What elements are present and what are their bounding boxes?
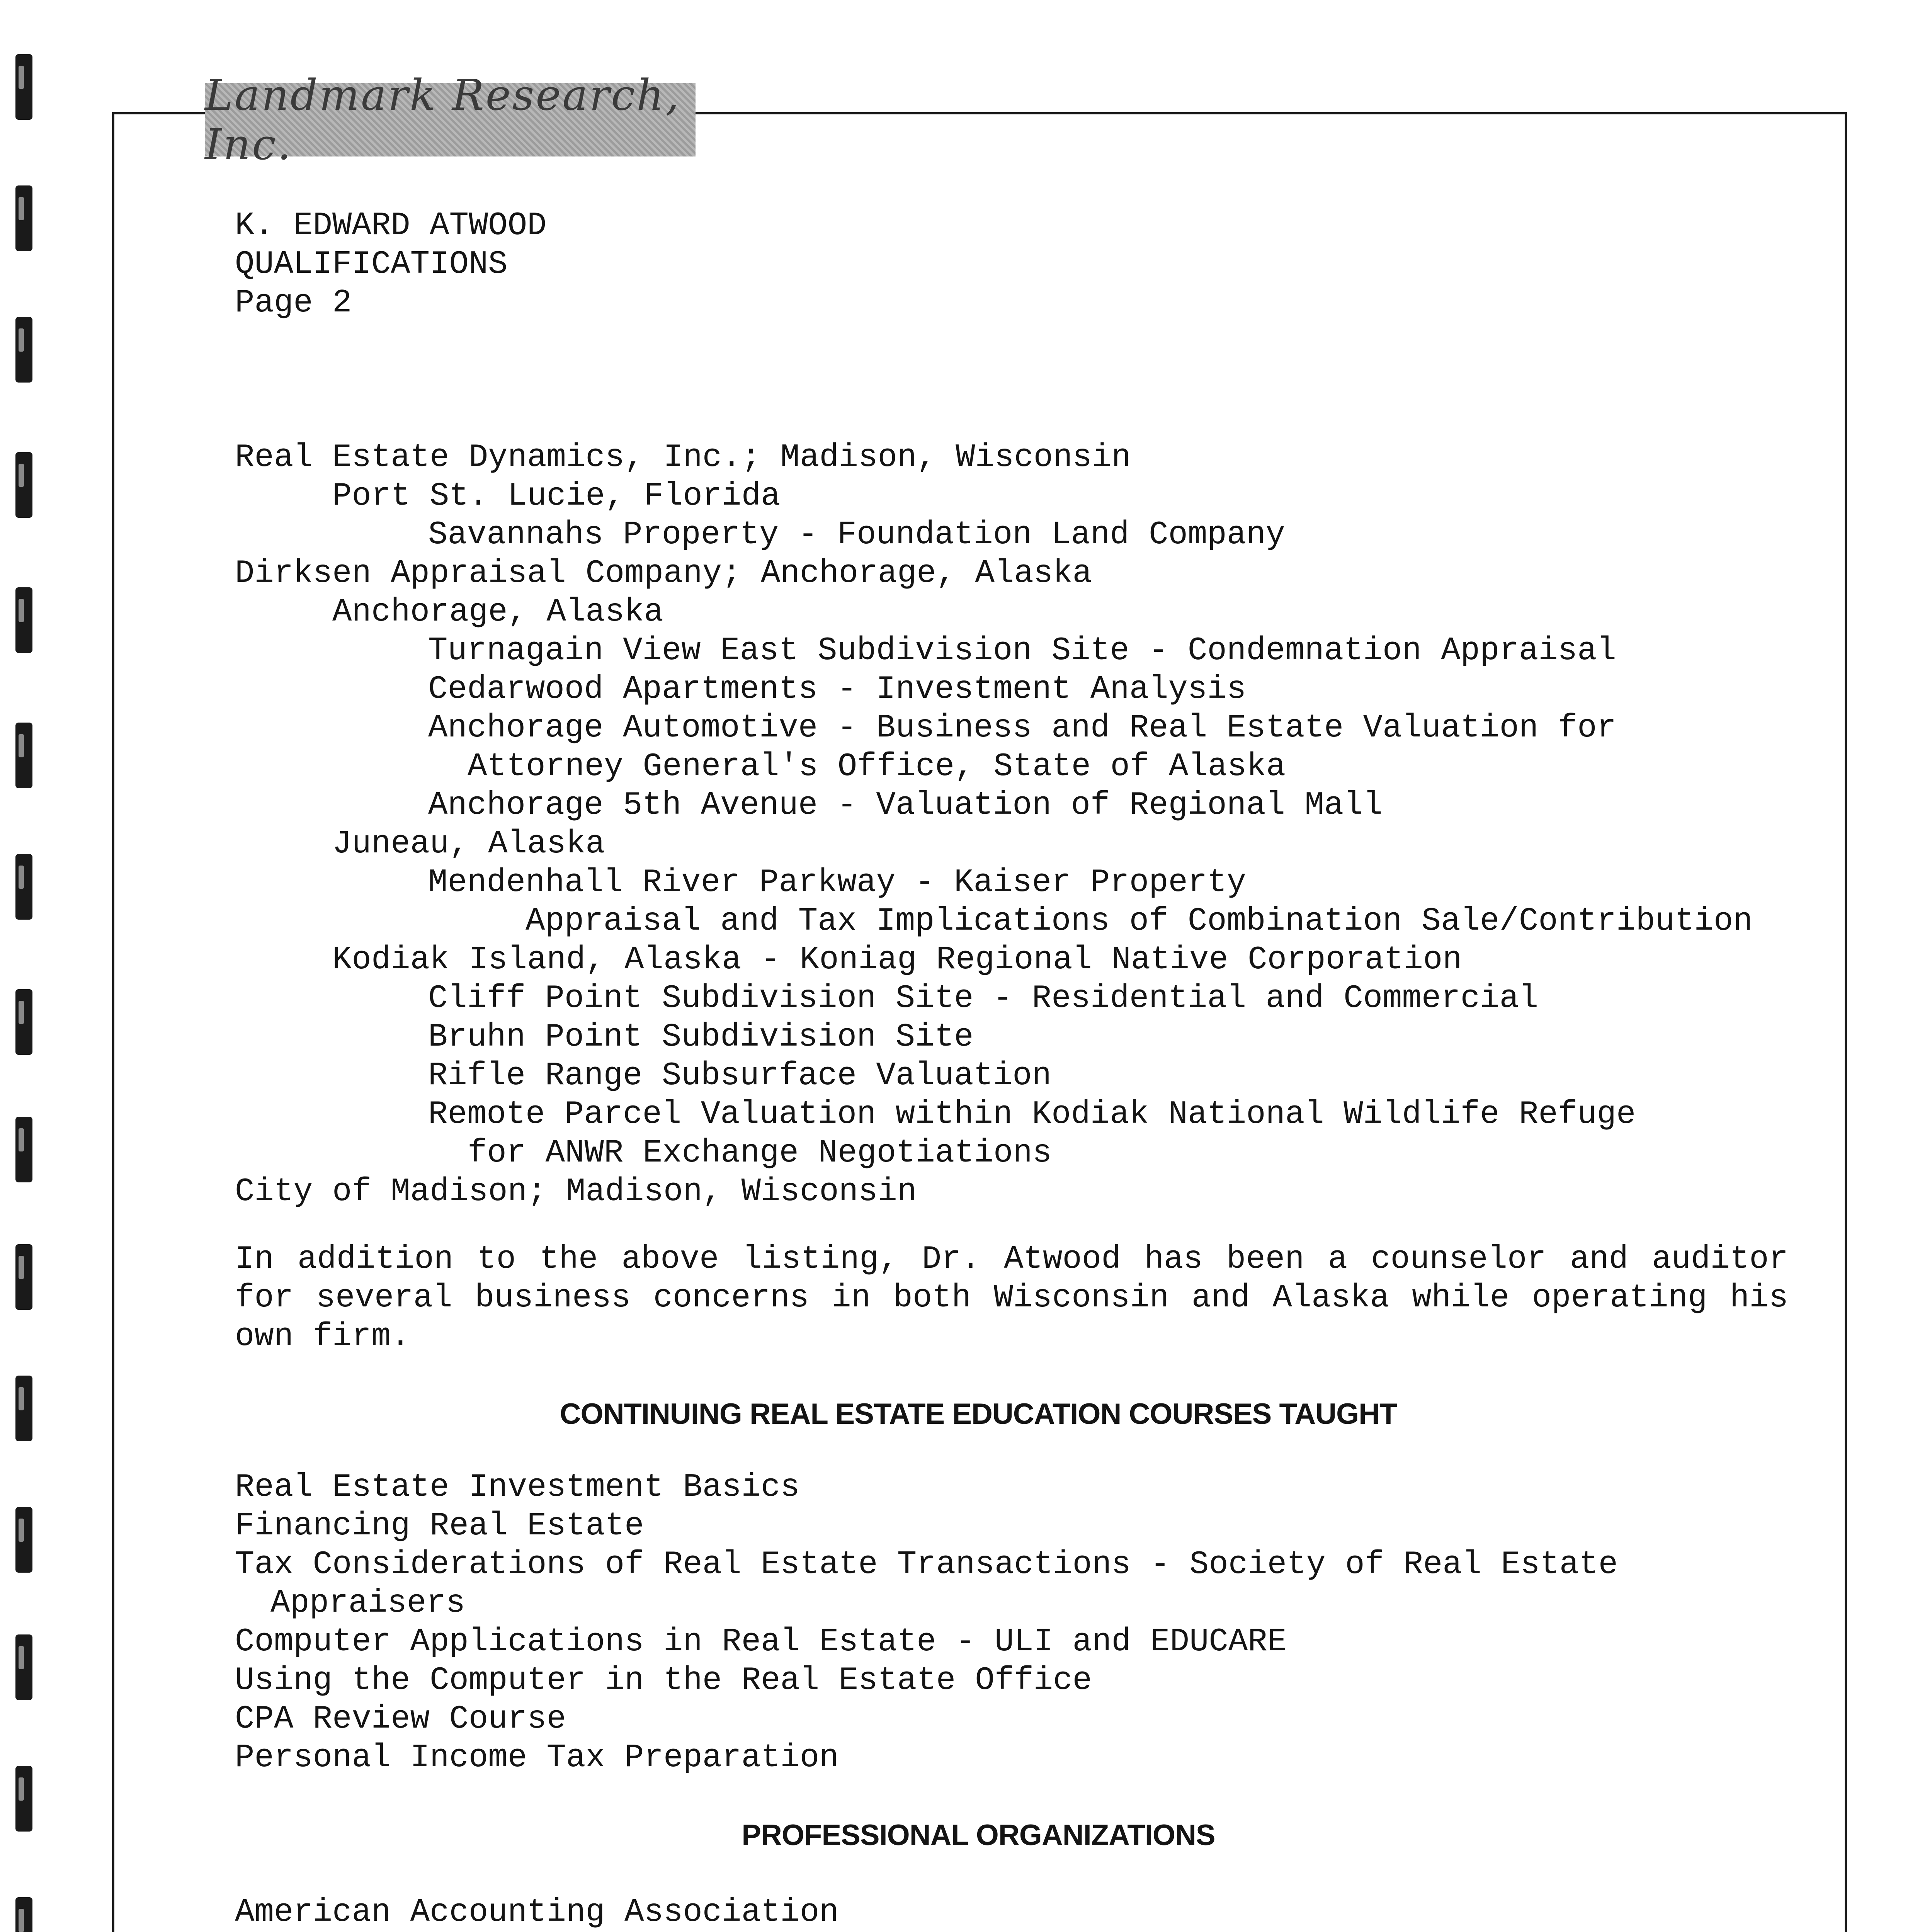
experience-line: Mendenhall River Parkway - Kaiser Property xyxy=(428,864,1247,901)
binder-hole xyxy=(15,854,32,920)
experience-line: Kodiak Island, Alaska - Koniag Regional Native Corporation xyxy=(332,942,1462,978)
experience-line: Cliff Point Subdivision Site - Residential and Commercial xyxy=(428,980,1539,1017)
experience-line: Dirksen Appraisal Company; Anchorage, Alaska xyxy=(235,555,1092,592)
binder-hole xyxy=(15,1244,32,1310)
addition-paragraph: In addition to the above listing, Dr. Atwood has been a counselor and auditor for several business concerns in both Wisconsin and Alaska while operating his own firm. xyxy=(235,1241,1788,1355)
organizations-heading: PROFESSIONAL ORGANIZATIONS xyxy=(742,1819,1215,1852)
course-item: Appraisers xyxy=(270,1585,466,1622)
experience-line: Bruhn Point Subdivision Site xyxy=(428,1019,974,1056)
course-item: CPA Review Course xyxy=(235,1701,566,1738)
experience-line: Port St. Lucie, Florida xyxy=(332,478,781,515)
experience-line: for ANWR Exchange Negotiations xyxy=(468,1135,1052,1172)
experience-line: Anchorage Automotive - Business and Real Estate Valuation for xyxy=(428,710,1616,747)
experience-line: Savannahs Property - Foundation Land Company xyxy=(428,517,1285,553)
binder-hole xyxy=(15,54,32,120)
experience-line: Juneau, Alaska xyxy=(332,826,605,862)
organization-item: American Accounting Association xyxy=(235,1894,839,1931)
binder-hole xyxy=(15,989,32,1055)
experience-line: City of Madison; Madison, Wisconsin xyxy=(235,1173,917,1210)
binder-hole xyxy=(15,1897,32,1932)
course-item: Real Estate Investment Basics xyxy=(235,1469,800,1506)
experience-line: Real Estate Dynamics, Inc.; Madison, Wisconsin xyxy=(235,439,1131,476)
header-page: Page 2 xyxy=(235,285,352,321)
binder-hole xyxy=(15,1507,32,1573)
experience-line: Rifle Range Subsurface Valuation xyxy=(428,1058,1052,1094)
experience-line: Anchorage 5th Avenue - Valuation of Regional Mall xyxy=(428,787,1383,824)
header-doc-title: QUALIFICATIONS xyxy=(235,246,508,283)
binder-holes xyxy=(15,0,39,1932)
experience-line: Appraisal and Tax Implications of Combination Sale/Contribution xyxy=(526,903,1753,940)
course-item: Computer Applications in Real Estate - ULI and EDUCARE xyxy=(235,1624,1287,1660)
course-item: Personal Income Tax Preparation xyxy=(235,1740,839,1776)
binder-hole xyxy=(15,1376,32,1441)
binder-hole xyxy=(15,185,32,251)
experience-line: Turnagain View East Subdivision Site - Condemnation Appraisal xyxy=(428,633,1616,669)
binder-hole xyxy=(15,723,32,788)
course-item: Tax Considerations of Real Estate Transactions - Society of Real Estate xyxy=(235,1546,1618,1583)
binder-hole xyxy=(15,1634,32,1700)
course-item: Using the Computer in the Real Estate Office xyxy=(235,1662,1092,1699)
binder-hole xyxy=(15,1766,32,1832)
courses-heading: CONTINUING REAL ESTATE EDUCATION COURSES TAUGHT xyxy=(560,1398,1397,1430)
experience-line: Anchorage, Alaska xyxy=(332,594,663,631)
header-name: K. EDWARD ATWOOD xyxy=(235,207,547,244)
binder-hole xyxy=(15,317,32,383)
course-item: Financing Real Estate xyxy=(235,1508,644,1544)
logo-text: Landmark Research, Inc. xyxy=(205,70,681,169)
binder-hole xyxy=(15,587,32,653)
experience-line: Cedarwood Apartments - Investment Analysis xyxy=(428,671,1247,708)
experience-line: Attorney General's Office, State of Alaska xyxy=(468,748,1286,785)
experience-line: Remote Parcel Valuation within Kodiak National Wildlife Refuge xyxy=(428,1096,1636,1133)
binder-hole xyxy=(15,1117,32,1182)
binder-hole xyxy=(15,452,32,518)
company-logo xyxy=(205,70,696,169)
